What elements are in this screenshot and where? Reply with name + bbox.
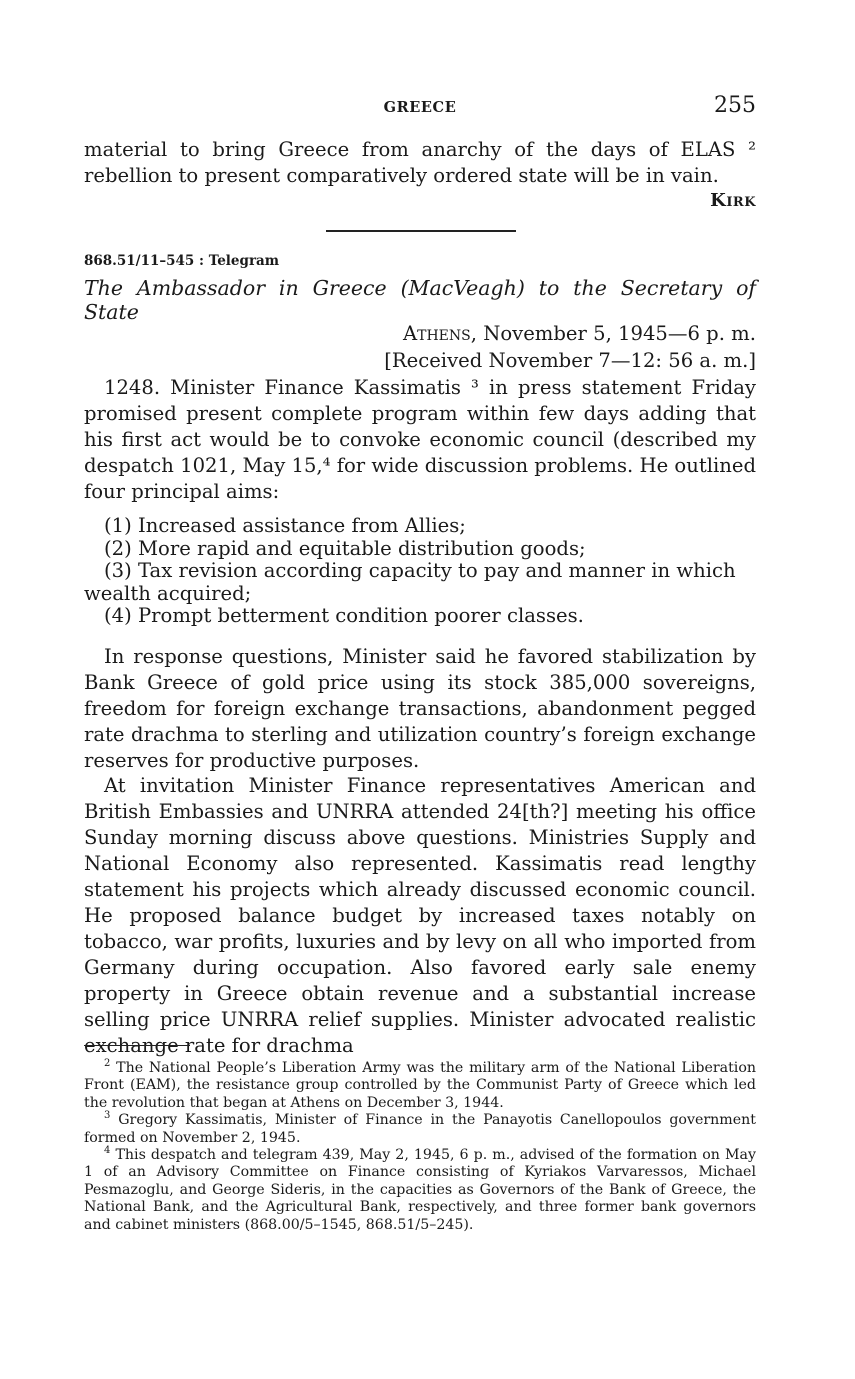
footnote-divider — [84, 1045, 190, 1046]
footnote-text: This despatch and telegram 439, May 2, 1945, 6 p. m., advised of the formation on May 1 of an Advisory Committee on Finance consisting of Kyriakos Varvaressos, Michael Pesmazoglu, and George Sideris, in the capacities as Governors of the Bank of Greece, the National Bank, and the Agricultural Bank, respectively, and three former bank governors and cabinet ministers (868.00/5–1545, 868.51/5–245). — [84, 1147, 756, 1233]
aim-item: (1) Increased assistance from Allies; — [104, 514, 466, 537]
dateline-place: Athens — [402, 322, 471, 345]
signature: Kirk — [710, 190, 756, 211]
dateline-date: , November 5, 1945—6 p. m. — [470, 322, 756, 345]
aim-item: (4) Prompt betterment condition poorer classes. — [104, 604, 584, 627]
file-reference: 868.51/11–545 : Telegram — [84, 253, 280, 269]
paragraph-3: At invitation Minister Finance representatives American and British Embassies and UNRRA attended 24[th?] meeting his office Sunday morning discuss above questions. Ministries Supply and National Economy also represented. Kassimatis read lengthy statement his projects which already discussed economic council. He proposed balance budget by increased taxes notably on tobacco, war profits, luxuries and by levy on all who imported from Germany during occupation. Also favored early sale enemy property in Greece obtain revenue and a substantial increase selling price UNRRA relief supplies. Minister advocated realistic exchange rate for drachma — [84, 774, 756, 1057]
footnote-mark: 3 — [104, 1110, 111, 1122]
continuation-paragraph: material to bring Greece from anarchy of the days of ELAS ² rebellion to present comparatively ordered state will be in vain. — [84, 138, 756, 187]
footnote-mark: 2 — [104, 1058, 111, 1069]
running-header — [84, 95, 756, 123]
section-divider — [326, 230, 516, 232]
aim-item: (2) More rapid and equitable distribution goods; — [104, 536, 586, 560]
footnotes — [84, 1060, 756, 1234]
footnote-3 — [84, 1112, 756, 1147]
footnote-text: Gregory Kassimatis, Minister of Finance in the Panayotis Canellopoulos government formed on November 2, 1945. — [84, 1112, 756, 1146]
aim-item: (3) Tax revision according capacity to pay and manner in which wealth acquired; — [84, 559, 736, 605]
aims-list — [84, 515, 756, 628]
dateline — [384, 320, 756, 374]
footnote-2 — [84, 1060, 756, 1112]
paragraph-2: In response questions, Minister said he favored stabilization by Bank Greece of gold price using its stock 385,000 sovereigns, freedom for foreign exchange transactions, abandonment pegged rate drachma to sterling and utilization country’s foreign exchange reserves for productive purposes. — [84, 645, 756, 772]
footnote-4 — [84, 1147, 756, 1234]
dateline-received: [Received November 7—12: 56 a. m.] — [384, 349, 756, 372]
paragraph-1: 1248. Minister Finance Kassimatis ³ in press statement Friday promised present complete program within few days adding that his first act would be to convoke economic council (described my despatch 1021, May 15,⁴ for wide discussion problems. He outlined four principal aims: — [84, 376, 756, 503]
running-title: GREECE — [383, 99, 457, 116]
footnote-mark: 4 — [104, 1145, 111, 1157]
page-number: 255 — [714, 93, 756, 118]
footnote-text: The National People’s Liberation Army was the military arm of the National Liberation Front (EAM), the resistance group controlled by the Communist Party of Greece which led the revolution that began at Athens on December 3, 1944. — [84, 1060, 756, 1111]
document-title: The Ambassador in Greece (MacVeagh) to the Secretary of State — [84, 276, 756, 324]
dateline-sent — [384, 320, 756, 347]
